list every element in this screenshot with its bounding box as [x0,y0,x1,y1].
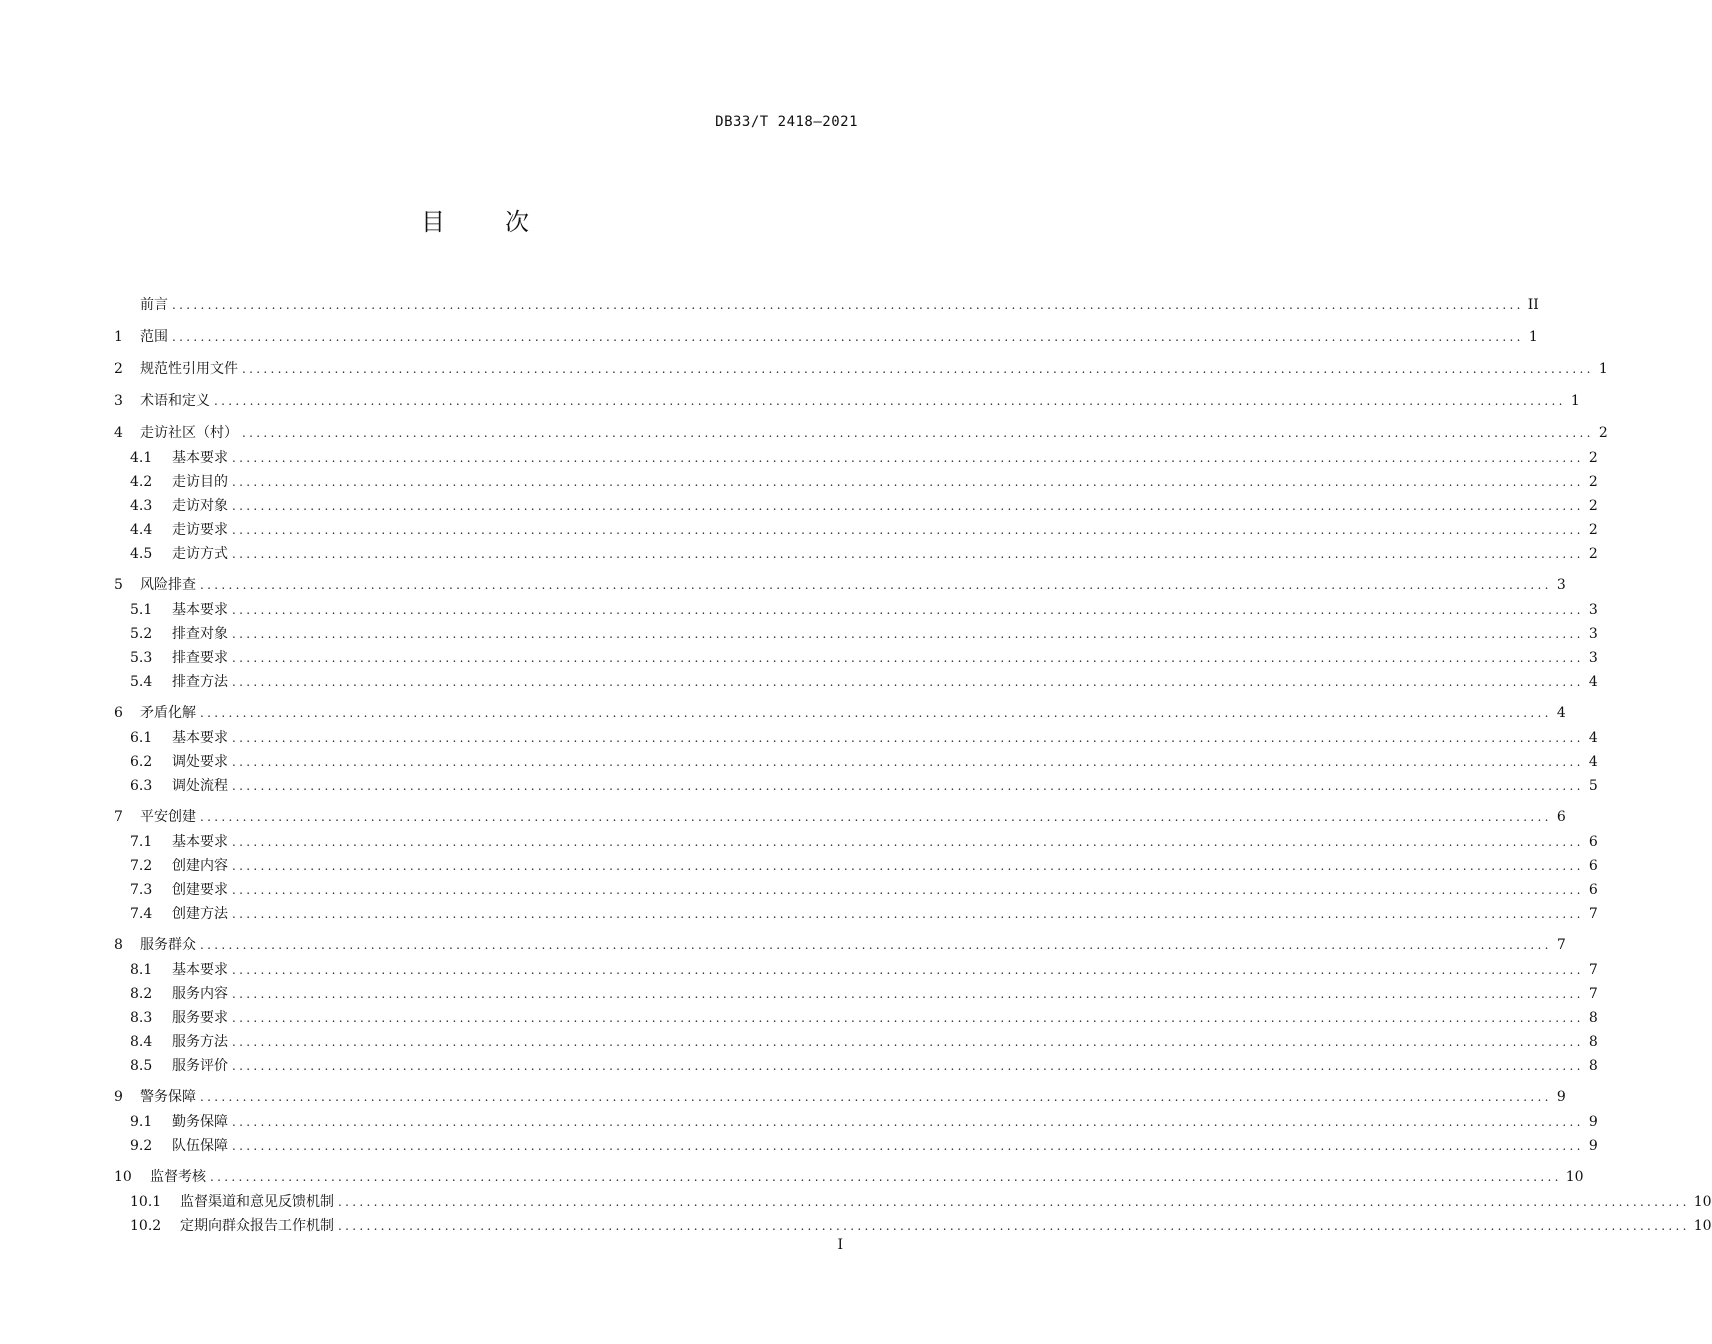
toc-entry-number: 7 [114,809,123,825]
toc-entry[interactable] [114,518,1598,542]
toc-entry-number: 4.4 [130,522,153,538]
toc-entry[interactable] [114,1134,1598,1158]
toc-entry-number: 4.1 [130,450,153,466]
toc-entry-label: 监督渠道和意见反馈机制 [180,1194,334,1210]
toc-entry-page: 3 [1588,602,1598,618]
toc-entry[interactable] [114,1054,1598,1078]
toc-entry-label: 术语和定义 [140,393,210,409]
toc-entry[interactable] [114,350,1608,382]
toc-entry-label: 创建要求 [172,882,228,898]
toc-entry-page: 3 [1588,650,1598,666]
toc-dot-leader: .............................................................................................................................................................................................. [338,1195,1690,1209]
toc-entry[interactable] [114,798,1566,830]
toc-entry[interactable] [114,1078,1566,1110]
toc-entry-label: 走访目的 [172,474,228,490]
toc-entry-label: 基本要求 [172,962,228,978]
toc-entry-label: 走访社区（村） [140,425,238,441]
toc-entry-page: 4 [1556,705,1566,721]
toc-entry[interactable] [114,414,1608,446]
toc-entry[interactable] [114,646,1598,670]
toc-entry-page: 9 [1588,1114,1598,1130]
toc-dot-leader: .............................................................................................................................................................................................. [232,1035,1584,1049]
toc-entry-label: 排查方法 [172,674,228,690]
toc-entry-label: 走访方式 [172,546,228,562]
toc-entry-number: 7.1 [130,834,153,850]
toc-entry-number: 1 [114,329,123,345]
toc-dot-leader: .............................................................................................................................................................................................. [232,859,1584,873]
toc-entry-number: 5.2 [130,626,153,642]
toc-entry-label: 矛盾化解 [140,705,196,721]
toc-entry-number: 10.2 [130,1218,162,1234]
toc-entry-number: 8.3 [130,1010,153,1026]
toc-entry-page: 10 [1693,1194,1712,1210]
toc-entry-number: 9.2 [130,1138,153,1154]
toc-entry-label: 监督考核 [150,1169,206,1185]
toc-entry-number: 8.4 [130,1034,153,1050]
toc-entry-number: 3 [114,393,123,409]
toc-entry-page: 3 [1556,577,1566,593]
toc-entry-page: 9 [1588,1138,1598,1154]
toc-entry[interactable] [114,726,1598,750]
toc-entry-number: 4 [114,425,123,441]
toc-dot-leader: .............................................................................................................................................................................................. [232,963,1584,977]
toc-entry-label: 创建内容 [172,858,228,874]
toc-entry-page: 2 [1598,425,1608,441]
toc-entry-label: 基本要求 [172,834,228,850]
table-of-contents [114,286,1712,1238]
toc-entry[interactable] [114,1158,1584,1190]
toc-dot-leader: .............................................................................................................................................................................................. [210,1170,1562,1184]
toc-entry-label: 调处要求 [172,754,228,770]
toc-entry-page: 2 [1588,522,1598,538]
toc-entry-number: 4.3 [130,498,153,514]
toc-entry-number: 8.5 [130,1058,153,1074]
toc-entry[interactable] [114,1006,1598,1030]
toc-entry-number: 10.1 [130,1194,162,1210]
toc-entry[interactable] [114,670,1598,694]
toc-entry-page: 4 [1588,730,1598,746]
toc-dot-leader: .............................................................................................................................................................................................. [232,475,1584,489]
toc-dot-leader: .............................................................................................................................................................................................. [232,1011,1584,1025]
toc-dot-leader: .............................................................................................................................................................................................. [232,675,1584,689]
toc-entry[interactable] [114,926,1566,958]
toc-dot-leader: .............................................................................................................................................................................................. [200,578,1552,592]
toc-dot-leader: .............................................................................................................................................................................................. [232,987,1584,1001]
toc-entry[interactable] [114,854,1598,878]
toc-entry-label: 前言 [140,297,168,313]
toc-dot-leader: .............................................................................................................................................................................................. [232,907,1584,921]
toc-entry[interactable] [114,494,1598,518]
toc-entry-label: 基本要求 [172,450,228,466]
toc-entry[interactable] [114,1190,1712,1214]
toc-entry-page: 6 [1588,858,1598,874]
toc-entry-label: 服务方法 [172,1034,228,1050]
toc-dot-leader: .............................................................................................................................................................................................. [232,499,1584,513]
toc-entry-label: 创建方法 [172,906,228,922]
toc-entry-page: 6 [1588,834,1598,850]
toc-entry[interactable] [114,598,1598,622]
toc-title: 目次 [421,208,589,236]
toc-entry[interactable] [114,1030,1598,1054]
toc-entry-number: 6.1 [130,730,153,746]
toc-entry-number: 7.3 [130,882,153,898]
toc-entry-number: 6.3 [130,778,153,794]
toc-entry-label: 警务保障 [140,1089,196,1105]
toc-entry[interactable] [114,830,1598,854]
toc-entry-number: 7.2 [130,858,153,874]
toc-dot-leader: .............................................................................................................................................................................................. [232,603,1584,617]
toc-entry-page: 2 [1588,450,1598,466]
toc-entry-label: 排查对象 [172,626,228,642]
toc-entry-number: 2 [114,361,123,377]
toc-entry-number: 9 [114,1089,123,1105]
toc-dot-leader: .............................................................................................................................................................................................. [232,755,1584,769]
toc-entry[interactable] [114,566,1566,598]
toc-entry-label: 服务群众 [140,937,196,953]
toc-entry-label: 平安创建 [140,809,196,825]
toc-entry-page: 10 [1565,1169,1584,1185]
toc-entry-number: 4.5 [130,546,153,562]
toc-entry[interactable] [114,622,1598,646]
toc-entry-page: 3 [1588,626,1598,642]
toc-entry-label: 基本要求 [172,730,228,746]
toc-dot-leader: .............................................................................................................................................................................................. [200,1090,1552,1104]
toc-entry-number: 5.1 [130,602,153,618]
toc-entry-page: 6 [1588,882,1598,898]
toc-entry-page: 4 [1588,754,1598,770]
toc-entry-page: 1 [1598,361,1608,377]
page-number: I [837,1237,843,1253]
toc-entry-number: 10 [114,1169,132,1185]
toc-entry-label: 勤务保障 [172,1114,228,1130]
toc-dot-leader: .............................................................................................................................................................................................. [338,1219,1690,1233]
toc-entry-page: 10 [1693,1218,1712,1234]
toc-entry-page: 8 [1588,1010,1598,1026]
toc-entry[interactable] [114,750,1598,774]
toc-dot-leader: .............................................................................................................................................................................................. [232,835,1584,849]
toc-entry-number: 5 [114,577,123,593]
toc-dot-leader: .............................................................................................................................................................................................. [232,523,1584,537]
toc-entry-label: 基本要求 [172,602,228,618]
toc-dot-leader: .............................................................................................................................................................................................. [242,426,1594,440]
toc-entry[interactable] [114,318,1538,350]
toc-entry-page: 7 [1556,937,1566,953]
toc-entry-label: 队伍保障 [172,1138,228,1154]
toc-entry[interactable] [114,446,1598,470]
toc-entry-page: 8 [1588,1034,1598,1050]
toc-entry-page: 7 [1588,986,1598,1002]
toc-entry-number: 9.1 [130,1114,153,1130]
toc-entry-page: 1 [1570,393,1580,409]
toc-entry-page: 2 [1588,474,1598,490]
toc-entry-page: 8 [1588,1058,1598,1074]
toc-dot-leader: .............................................................................................................................................................................................. [232,1059,1584,1073]
toc-entry-page: 5 [1588,778,1598,794]
toc-dot-leader: .............................................................................................................................................................................................. [200,810,1552,824]
toc-entry-label: 服务内容 [172,986,228,1002]
toc-entry-label: 服务评价 [172,1058,228,1074]
toc-dot-leader: .............................................................................................................................................................................................. [232,627,1584,641]
toc-entry-number: 5.3 [130,650,153,666]
toc-entry-page: 2 [1588,546,1598,562]
toc-entry-page: 9 [1556,1089,1566,1105]
toc-entry[interactable] [114,902,1598,926]
toc-entry-page: 6 [1556,809,1566,825]
toc-entry-number: 7.4 [130,906,153,922]
toc-entry[interactable] [114,958,1598,982]
toc-entry-label: 风险排查 [140,577,196,593]
toc-dot-leader: .............................................................................................................................................................................................. [232,731,1584,745]
toc-dot-leader: .............................................................................................................................................................................................. [232,883,1584,897]
toc-entry-number: 6 [114,705,123,721]
toc-dot-leader: .............................................................................................................................................................................................. [232,451,1584,465]
toc-entry-label: 定期向群众报告工作机制 [180,1218,334,1234]
toc-entry-label: 服务要求 [172,1010,228,1026]
toc-entry-label: 走访对象 [172,498,228,514]
toc-entry[interactable] [114,1214,1712,1238]
toc-dot-leader: .............................................................................................................................................................................................. [232,1115,1584,1129]
toc-dot-leader: .............................................................................................................................................................................................. [200,938,1552,952]
toc-entry-page: 4 [1588,674,1598,690]
toc-entry-page: II [1527,297,1539,313]
toc-entry-page: 1 [1528,329,1538,345]
toc-entry-number: 8.2 [130,986,153,1002]
toc-entry-label: 排查要求 [172,650,228,666]
toc-dot-leader: .............................................................................................................................................................................................. [242,362,1594,376]
toc-dot-leader: .............................................................................................................................................................................................. [232,779,1584,793]
toc-entry[interactable] [114,382,1580,414]
toc-entry[interactable] [114,774,1598,798]
toc-entry[interactable] [114,286,1539,318]
toc-entry-label: 范围 [140,329,168,345]
toc-entry-label: 规范性引用文件 [140,361,238,377]
toc-entry-number: 5.4 [130,674,153,690]
toc-entry[interactable] [114,1110,1598,1134]
toc-dot-leader: .............................................................................................................................................................................................. [200,706,1552,720]
toc-entry[interactable] [114,470,1598,494]
toc-entry-number: 8.1 [130,962,153,978]
toc-dot-leader: .............................................................................................................................................................................................. [172,298,1524,312]
toc-entry[interactable] [114,982,1598,1006]
toc-entry-page: 7 [1588,906,1598,922]
toc-dot-leader: .............................................................................................................................................................................................. [232,1139,1584,1153]
toc-entry-number: 4.2 [130,474,153,490]
toc-entry-label: 调处流程 [172,778,228,794]
toc-entry-number: 8 [114,937,123,953]
toc-entry[interactable] [114,694,1566,726]
toc-dot-leader: .............................................................................................................................................................................................. [214,394,1566,408]
toc-dot-leader: .............................................................................................................................................................................................. [172,330,1524,344]
toc-dot-leader: .............................................................................................................................................................................................. [232,547,1584,561]
toc-entry[interactable] [114,878,1598,902]
toc-entry-page: 2 [1588,498,1598,514]
toc-entry[interactable] [114,542,1598,566]
toc-entry-page: 7 [1588,962,1598,978]
toc-entry-number: 6.2 [130,754,153,770]
toc-entry-label: 走访要求 [172,522,228,538]
toc-dot-leader: .............................................................................................................................................................................................. [232,651,1584,665]
document-code: DB33/T 2418—2021 [715,114,858,130]
